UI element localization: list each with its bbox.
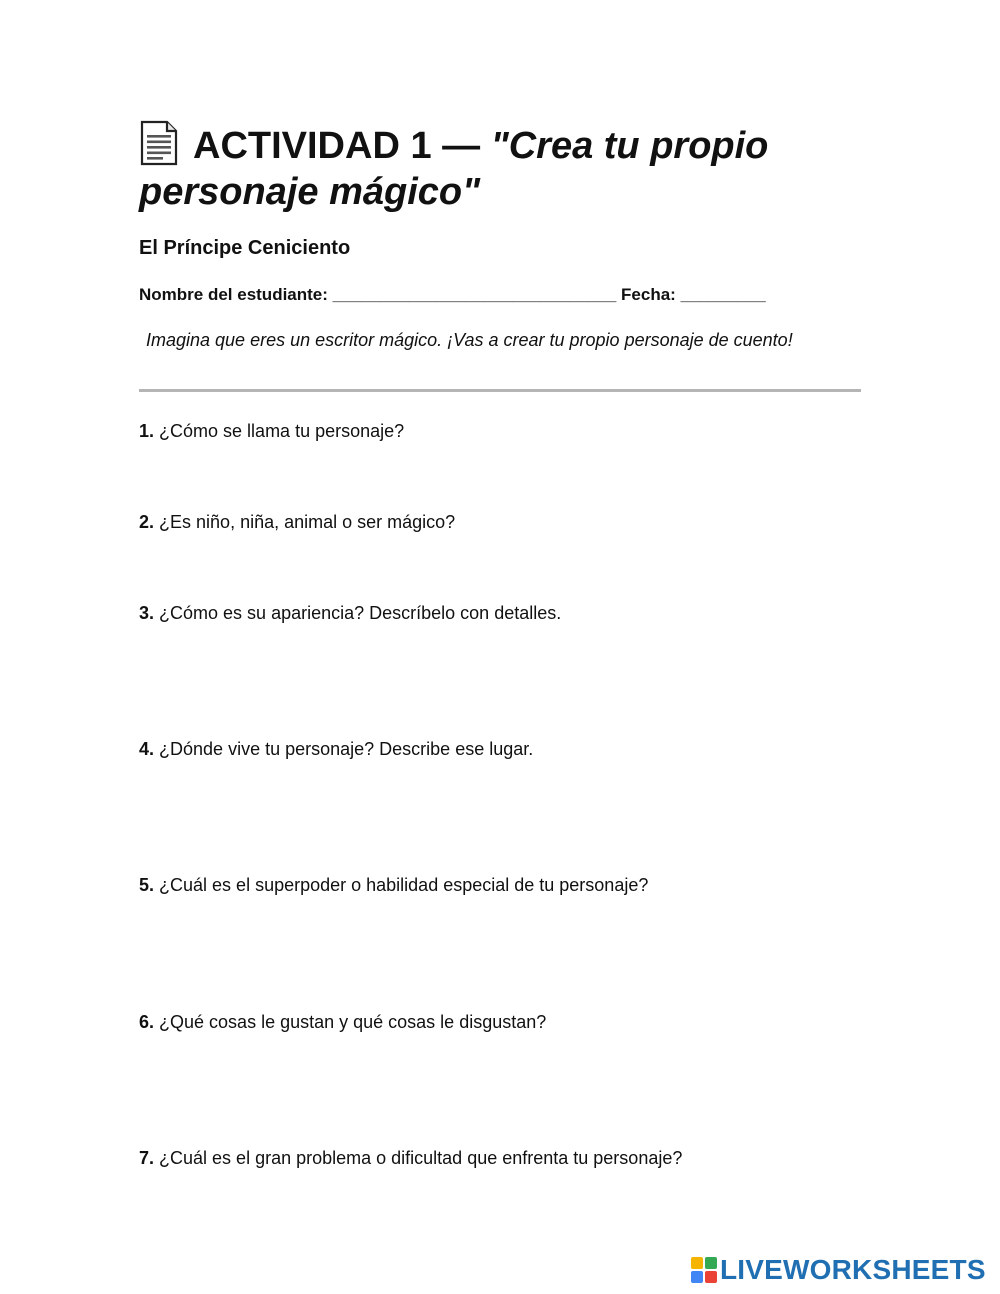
question-text: ¿Cómo es su apariencia? Descríbelo con detalles. [159, 603, 562, 623]
brand-name: LIVEWORKSHEETS [720, 1254, 986, 1285]
intro-text: Imagina que eres un escritor mágico. ¡Vas a crear tu propio personaje de cuento! [146, 330, 793, 350]
question-number: 7. [139, 1148, 155, 1168]
question-4 [139, 739, 533, 760]
story-subtitle: El Príncipe Ceniciento [139, 237, 351, 259]
question-text: ¿Cuál es el gran problema o dificultad que enfrenta tu personaje? [159, 1148, 683, 1168]
question-text: ¿Dónde vive tu personaje? Describe ese lugar. [159, 739, 534, 759]
question-text: ¿Cuál es el superpoder o habilidad especial de tu personaje? [159, 875, 649, 895]
question-number: 4. [139, 739, 155, 759]
question-text: ¿Cómo se llama tu personaje? [159, 421, 405, 441]
liveworksheets-brand[interactable] [691, 1254, 986, 1286]
section-divider [139, 389, 861, 392]
question-3 [139, 603, 561, 624]
question-6 [139, 1012, 546, 1033]
page-title [139, 120, 879, 215]
question-text: ¿Qué cosas le gustan y qué cosas le disgustan? [159, 1012, 547, 1032]
question-number: 1. [139, 421, 155, 441]
question-2 [139, 512, 455, 533]
title-italic: "Crea tu propio personaje mágico" [139, 125, 769, 213]
question-number: 3. [139, 603, 155, 623]
question-number: 5. [139, 875, 155, 895]
title-prefix: ACTIVIDAD 1 — [193, 125, 491, 167]
document-icon [139, 120, 179, 166]
date-blank[interactable]: _________ [680, 285, 766, 304]
question-1 [139, 421, 404, 442]
date-label: Fecha: [621, 285, 676, 304]
name-blank[interactable]: ______________________________ [332, 285, 617, 304]
question-number: 2. [139, 512, 155, 532]
question-5 [139, 875, 648, 896]
question-text: ¿Es niño, niña, animal o ser mágico? [159, 512, 456, 532]
question-number: 6. [139, 1012, 155, 1032]
question-7 [139, 1148, 682, 1169]
name-label: Nombre del estudiante: [139, 285, 328, 304]
liveworksheets-logo-icon [691, 1257, 717, 1283]
student-info-line [139, 285, 766, 305]
